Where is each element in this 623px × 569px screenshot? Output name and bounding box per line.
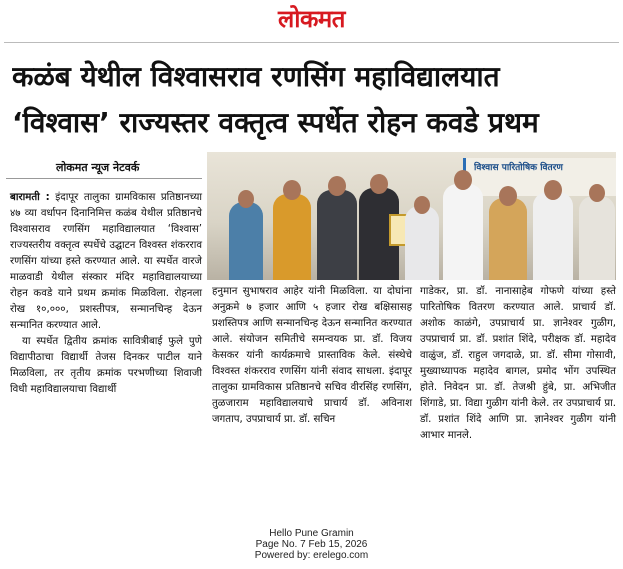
- person-head: [238, 190, 254, 208]
- person-figure: [579, 196, 615, 280]
- person-head: [589, 184, 605, 202]
- headline-line-1: कळंब येथील विश्वासराव रणसिंग महाविद्यालयात: [12, 60, 500, 93]
- powered-by: Powered by: erelego.com: [254, 550, 369, 561]
- person-figure: [273, 194, 311, 280]
- dateline: बारामती :: [10, 192, 50, 203]
- article-column-1: [10, 190, 202, 398]
- masthead: [0, 4, 623, 34]
- person-figure: [405, 206, 439, 280]
- person-figure: [229, 202, 263, 280]
- person-figure: [489, 198, 527, 280]
- person-head: [454, 170, 472, 190]
- person-head: [283, 180, 301, 200]
- edition-name: Hello Pune Gramin: [269, 528, 354, 539]
- person-head: [414, 196, 430, 214]
- photo-banner-text: विश्वास पारितोषिक वितरण: [474, 163, 563, 173]
- person-head: [499, 186, 517, 206]
- paragraph-1: इंदापूर तालुका ग्रामविकास प्रतिष्ठानच्या ४७ व्या वर्धापन दिनानिमित्त कळंब येथील प्रतिष्ठानचे विश्वासराव रणसिंग महाविद्यालयात ‘विश्वास’ राज्यस्तरीय वक्तृत्व स्पर्धेचे उद्घाटन विश्वस्त शंकरराव रणसिंग यांच्या हस्ते करण्यात आले. या स्पर्धेत वारजे माळवाडी येथील संस्कार मंदिर महाविद्यालयाच्या रोहन कवडे याने प्रथम क्रमांक मिळविला. रोहनला रोख १०,०००, प्रशस्तीपत्र, सन्मानचिन्ह देऊन सन्मानित करण्यात आले.: [10, 192, 203, 331]
- person-head: [328, 176, 346, 196]
- byline: लोकमत न्यूज नेटवर्क: [56, 161, 140, 174]
- headline-line-2: ‘विश्वास’ राज्यस्तर वक्तृत्व स्पर्धेत रोहन कवडे प्रथम: [12, 106, 539, 139]
- paragraph-2: या स्पर्धेत द्वितीय क्रमांक सावित्रीबाई फुले पुणे विद्यापीठाचा विद्यार्थी तेजस दिनकर पाटील याने मिळविला, तर तृतीय क्रमांक परभणीच्या शिवाजी विधी महाविद्यालयाचा विद्यार्थी: [10, 336, 202, 395]
- person-figure: [443, 184, 483, 280]
- byline-divider: [6, 178, 202, 179]
- page-footer: [0, 528, 623, 561]
- article-column-3: [420, 284, 616, 444]
- article-column-2: [212, 284, 412, 428]
- person-figure: [533, 192, 573, 280]
- news-photo: [207, 152, 616, 280]
- person-head: [544, 180, 562, 200]
- paragraph-3: हनुमान सुभाषराव आहेर यांनी मिळविला. या दोघांना अनुक्रमे ७ हजार आणि ५ हजार रोख बक्षिसासह प्रशस्तिपत्र आणि सन्मानचिन्ह देऊन सन्मानित करण्यात आले. संयोजन समितीचे समन्वयक प्रा. डॉ. विजय केसकर यांनी कार्यक्रमाचे प्रास्ताविक केले. संस्थेचे विश्वस्त शंकरराव रणसिंग यांनी संवाद साधला. इंदापूर तालुका ग्रामविकास प्रतिष्ठानचे सचिव वीरसिंह रणसिंग, तुळजाराम महाविद्यालयाचे प्राचार्य डॉ. अविनाश जगताप, उपप्राचार्य प्रा. डॉ. सचिन: [212, 286, 412, 425]
- newspaper-logo: लोकमत: [278, 4, 345, 33]
- paragraph-4: गाडेकर, प्रा. डॉ. नानासाहेब गोफणे यांच्या हस्ते पारितोषिक वितरण करण्यात आले. प्राचार्य डॉ. अशोक काळंगे, उपप्राचार्य प्रा. ज्ञानेश्वर गुळीग, उपप्राचार्य प्रा. डॉ. प्रशांत शिंदे, परीक्षक डॉ. महादेव वाळुंज, डॉ. राहुल जगदाळे, प्रा. डॉ. सीमा गोसावी, मुख्याध्यापक महादेव बागल, प्रमोद भोंग उपस्थित होते. निवेदन प्रा. डॉ. तेजश्री हुंबे, प्रा. अभिजीत शिंगाडे, प्रा. विद्या गुळीग यांनी केले. तर उपप्राचार्य प्रा. डॉ. प्रशांत शिंदे आणि प्रा. ज्ञानेश्वर गुळीग यांनी आभार मानले.: [420, 286, 616, 441]
- person-figure: [317, 190, 357, 280]
- page-date: Page No. 7 Feb 15, 2026: [255, 539, 368, 550]
- person-head: [370, 174, 388, 194]
- masthead-divider: [4, 42, 619, 43]
